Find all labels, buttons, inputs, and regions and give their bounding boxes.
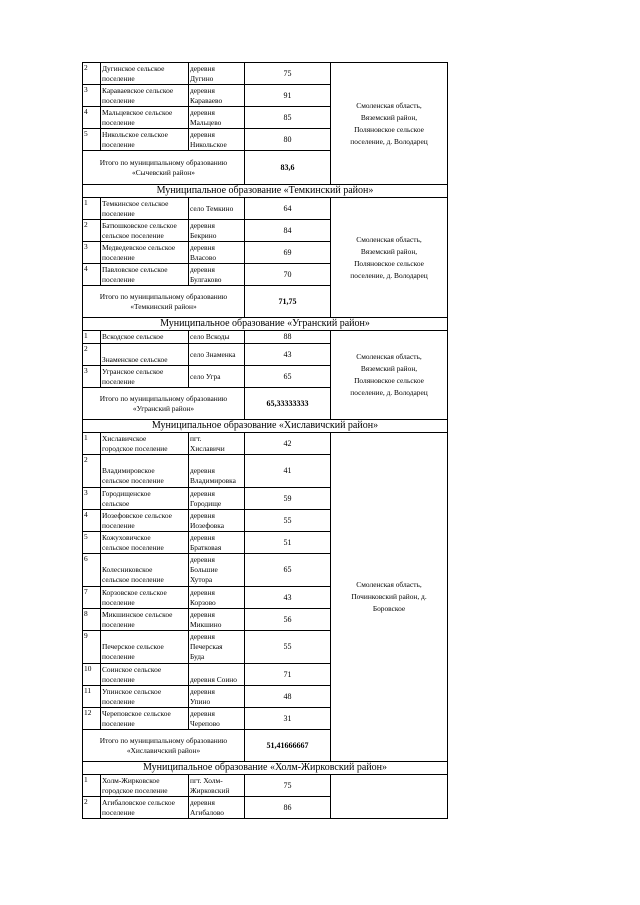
- score-value: 75: [245, 775, 331, 797]
- score-value: 59: [245, 488, 331, 510]
- score-value: 51: [245, 532, 331, 554]
- row-number: 8: [83, 609, 101, 631]
- score-value: 88: [245, 331, 331, 344]
- settlement-name: Агибаловское сельское поселение: [101, 797, 189, 819]
- settlement-name: Хиславичское городское поселение: [101, 433, 189, 455]
- row-number: 7: [83, 587, 101, 609]
- row-number: 2: [83, 455, 101, 488]
- score-value: 43: [245, 344, 331, 366]
- score-value: 80: [245, 129, 331, 151]
- admin-center: деревня Иозефовка: [189, 510, 245, 532]
- score-value: 43: [245, 587, 331, 609]
- section-title: Муниципальное образование «Угранский район»: [83, 318, 448, 331]
- section-title: Муниципальное образование «Темкинский район»: [83, 185, 448, 198]
- settlement-name: Кожуховичское сельское поселение: [101, 532, 189, 554]
- admin-center: деревня Бекрино: [189, 220, 245, 242]
- settlement-name: Холм-Жирковское городское поселение: [101, 775, 189, 797]
- admin-center: пгт. Холм- Жирковский: [189, 775, 245, 797]
- settlement-name: Вскодское сельское: [101, 331, 189, 344]
- admin-center: село Вскоды: [189, 331, 245, 344]
- admin-center: село Знаменка: [189, 344, 245, 366]
- score-value: 84: [245, 220, 331, 242]
- admin-center: пгт. Хиславичи: [189, 433, 245, 455]
- region-location: [331, 775, 448, 819]
- admin-center: деревня Дугино: [189, 63, 245, 85]
- row-number: 2: [83, 797, 101, 819]
- admin-center: деревня Корзово: [189, 587, 245, 609]
- score-value: 55: [245, 510, 331, 532]
- settlement-name: Упинское сельское поселение: [101, 686, 189, 708]
- score-value: 55: [245, 631, 331, 664]
- table-row: [83, 775, 448, 797]
- row-number: 10: [83, 664, 101, 686]
- row-number: 3: [83, 242, 101, 264]
- settlement-name: Павловское сельское поселение: [101, 264, 189, 286]
- settlement-name: Темкинское сельское поселение: [101, 198, 189, 220]
- row-number: 9: [83, 631, 101, 664]
- row-number: 5: [83, 532, 101, 554]
- settlement-name: Колесниковское сельское поселение: [101, 554, 189, 587]
- admin-center: деревня Владимировка: [189, 455, 245, 488]
- section-header-row: [83, 185, 448, 198]
- row-number: 4: [83, 264, 101, 286]
- score-value: 31: [245, 708, 331, 730]
- score-value: 85: [245, 107, 331, 129]
- settlement-name: Городищенское сельское: [101, 488, 189, 510]
- admin-center: деревня Мальцево: [189, 107, 245, 129]
- total-label: Итого по муниципальному образованию «Темкинский район»: [83, 286, 245, 318]
- total-value: 51,41666667: [245, 730, 331, 762]
- section-title: Муниципальное образование «Хиславичский район»: [83, 420, 448, 433]
- settlement-name: Корзовское сельское поселение: [101, 587, 189, 609]
- region-location: Смоленская область, Починковский район, д. Боровское: [331, 433, 448, 762]
- score-value: 65: [245, 366, 331, 388]
- table-row: [83, 198, 448, 220]
- settlement-name: Иозефовское сельское поселение: [101, 510, 189, 532]
- admin-center: деревня Микшино: [189, 609, 245, 631]
- score-value: 65: [245, 554, 331, 587]
- admin-center: деревня Упино: [189, 686, 245, 708]
- score-value: 64: [245, 198, 331, 220]
- score-value: 41: [245, 455, 331, 488]
- row-number: 3: [83, 85, 101, 107]
- score-value: 70: [245, 264, 331, 286]
- row-number: 11: [83, 686, 101, 708]
- row-number: 1: [83, 331, 101, 344]
- total-value: 65,33333333: [245, 388, 331, 420]
- row-number: 6: [83, 554, 101, 587]
- score-value: 75: [245, 63, 331, 85]
- settlement-name: Караваевское сельское поселение: [101, 85, 189, 107]
- row-number: 12: [83, 708, 101, 730]
- total-value: 71,75: [245, 286, 331, 318]
- admin-center: деревня Булгаково: [189, 264, 245, 286]
- settlement-name: Печерское сельское поселение: [101, 631, 189, 664]
- score-value: 42: [245, 433, 331, 455]
- admin-center: село Темкино: [189, 198, 245, 220]
- settlement-name: Батюшковское сельское сельское поселение: [101, 220, 189, 242]
- settlement-name: Никольское сельское поселение: [101, 129, 189, 151]
- admin-center: деревня Никольское: [189, 129, 245, 151]
- total-label: Итого по муниципальному образованию «Сычевский район»: [83, 151, 245, 185]
- admin-center: деревня Агибалово: [189, 797, 245, 819]
- total-label: Итого по муниципальному образованию «Хиславичский район»: [83, 730, 245, 762]
- admin-center: село Угра: [189, 366, 245, 388]
- settlements-table: [82, 62, 448, 819]
- settlement-name: Знаменское сельское: [101, 344, 189, 366]
- row-number: 2: [83, 344, 101, 366]
- row-number: 5: [83, 129, 101, 151]
- row-number: 1: [83, 198, 101, 220]
- settlement-name: Медведевское сельское поселение: [101, 242, 189, 264]
- row-number: 2: [83, 63, 101, 85]
- score-value: 69: [245, 242, 331, 264]
- settlement-name: Дугинское сельское поселение: [101, 63, 189, 85]
- row-number: 3: [83, 366, 101, 388]
- settlement-name: Соинское сельское поселение: [101, 664, 189, 686]
- score-value: 48: [245, 686, 331, 708]
- admin-center: деревня Караваево: [189, 85, 245, 107]
- row-number: 2: [83, 220, 101, 242]
- admin-center: деревня Печерская Буда: [189, 631, 245, 664]
- admin-center: деревня Власово: [189, 242, 245, 264]
- section-header-row: [83, 420, 448, 433]
- admin-center: деревня Братковая: [189, 532, 245, 554]
- region-location: Смоленская область, Вяземский район, Поляновское сельское поселение, д. Володарец: [331, 198, 448, 318]
- settlement-name: Владимировское сельское поселение: [101, 455, 189, 488]
- admin-center: деревня Большие Хутора: [189, 554, 245, 587]
- total-value: 83,6: [245, 151, 331, 185]
- row-number: 4: [83, 107, 101, 129]
- score-value: 86: [245, 797, 331, 819]
- admin-center: деревня Черепово: [189, 708, 245, 730]
- region-location: Смоленская область, Вяземский район, Поляновское сельское поселение, д. Володарец: [331, 331, 448, 420]
- table-row: [83, 331, 448, 344]
- row-number: 3: [83, 488, 101, 510]
- admin-center: деревня Соино: [189, 664, 245, 686]
- score-value: 71: [245, 664, 331, 686]
- section-header-row: [83, 318, 448, 331]
- table-row: [83, 63, 448, 85]
- row-number: 1: [83, 775, 101, 797]
- settlement-name: Мальцевское сельское поселение: [101, 107, 189, 129]
- settlement-name: Угранское сельское поселение: [101, 366, 189, 388]
- total-label: Итого по муниципальному образованию «Угранский район»: [83, 388, 245, 420]
- score-value: 91: [245, 85, 331, 107]
- section-header-row: [83, 762, 448, 775]
- section-title: Муниципальное образование «Холм-Жирковский район»: [83, 762, 448, 775]
- row-number: 4: [83, 510, 101, 532]
- settlement-name: Микшинское сельское поселение: [101, 609, 189, 631]
- score-value: 56: [245, 609, 331, 631]
- admin-center: деревня Городище: [189, 488, 245, 510]
- table-row: [83, 433, 448, 455]
- row-number: 1: [83, 433, 101, 455]
- region-location: Смоленская область, Вяземский район, Поляновское сельское поселение, д. Володарец: [331, 63, 448, 185]
- settlement-name: Череповское сельское поселение: [101, 708, 189, 730]
